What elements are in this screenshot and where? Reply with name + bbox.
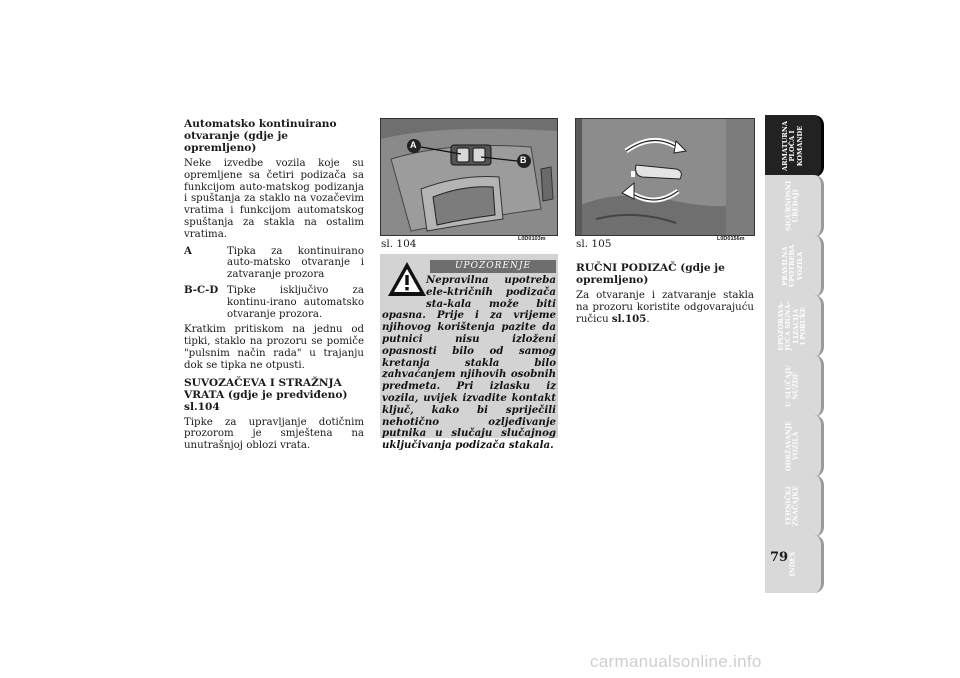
right-text-column xyxy=(576,262,754,325)
warning-text xyxy=(382,275,556,452)
left-text-column xyxy=(184,118,364,457)
tab-odrzavanje-vozila[interactable] xyxy=(765,415,824,477)
warning-title: UPOZORENJE xyxy=(430,260,556,273)
figure-105-image xyxy=(575,118,755,236)
paragraph-pulse-mode: Kratkim pritiskom na jednu od tipki, staklo na prozoru se pomiče "pulsnim način rada" u trajanju dok se tipka ne otpusti. xyxy=(184,324,364,371)
figure-104-caption: sl. 104 xyxy=(381,238,417,250)
tab-label: SIGURNOSNI UREĐAJI xyxy=(784,180,800,232)
tab-label: ARMATURNA PLOČA I KOMANDE xyxy=(780,121,804,171)
page-number: 79 xyxy=(770,550,789,565)
definition-bcd xyxy=(184,285,364,320)
tab-armaturna-ploca[interactable] xyxy=(765,115,824,177)
callout-label-b: B xyxy=(520,155,527,165)
paragraph-intro: Neke izvedbe vozila koje su opremljene sa četiri podizača sa funkcijom auto-matskog podizanja i spuštanja za staklo na vozačevim vratima i funkcijom automatskog spuštanja za stakla na ostalim vratima. xyxy=(184,158,364,240)
figure-104-code: L0D0103m xyxy=(518,236,546,242)
figure-105-caption: sl. 105 xyxy=(576,238,612,250)
heading-passenger-doors: SUVOZAČEVA I STRAŽNJA VRATA (gdje je predviđeno) sl.104 xyxy=(184,376,348,413)
paragraph-manual-lift xyxy=(576,290,754,325)
heading-manual-lift: RUČNI PODIZAČ (gdje je opremljeno) xyxy=(576,262,725,286)
tab-label: U SLUČAJU NUŽDE xyxy=(784,364,800,408)
manual-lift-end: . xyxy=(646,313,650,325)
figure-reference: sl.105 xyxy=(611,312,647,325)
definition-text: Tipke isključivo za kontinu-irano automatsko otvaranje prozora. xyxy=(227,284,364,320)
definition-key: B-C-D xyxy=(184,283,219,296)
callout-label-a: A xyxy=(410,140,417,150)
paragraph-door-trim: Tipke za upravljanje dotičnim prozorom je smještena na unutrašnjoj oblozi vrata. xyxy=(184,416,364,452)
heading-automatic-opening: Automatsko kontinuirano otvaranje (gdje je opremljeno) xyxy=(184,118,337,154)
tab-u-slucaju-nuzde[interactable] xyxy=(765,355,824,417)
warning-body: Nepravilna upotreba ele-ktričnih podizača sta-kala može biti opasna. Prije i za vrijeme njihovog korištenja pazite da putnici nisu izloženi opasnosti bilo od samog kretanja stakla bilo zahvaćanjem njihovih osobnih predmeta. Pri izlasku iz vozila, uvijek izvadite kontakt ključ, kako bi spriječili nehotično ozljeđivanje putnika u slučaju slučajnog uključivanja podizača stakala. xyxy=(382,274,556,452)
tab-tehnicki-znacajke[interactable] xyxy=(765,475,824,537)
definition-text: Tipka za kontinuirano auto-matsko otvaranje i zatvaranje prozora xyxy=(227,245,364,281)
figure-105-code: L0D0156m xyxy=(717,236,745,242)
tab-sigurnosni-uredaji[interactable] xyxy=(765,175,824,237)
figure-104-image xyxy=(380,118,558,236)
manual-lift-text: Za otvaranje i zatvaranje stakla na prozoru koristite odgovarajuću ručicu xyxy=(576,290,754,325)
definition-key: A xyxy=(184,244,192,257)
tab-pravilna-upotreba[interactable] xyxy=(765,235,824,297)
tab-upozoravajuca-signalizacija[interactable] xyxy=(765,295,824,357)
tab-label: UPOZORAVA- JUĆA SIGNA- LIZACIJA I PORUKE xyxy=(777,301,808,351)
watermark: carmanualsonline.info xyxy=(590,652,762,671)
tab-label: PRAVILNA UPOTREBA VOZILA xyxy=(780,244,804,288)
tab-label: ODRŽAVANJE VOZILA xyxy=(784,420,800,472)
tab-label: INDEX xyxy=(788,551,797,577)
tab-label: TEHNIČKI ZNAČAJKE xyxy=(784,485,800,527)
definition-a xyxy=(184,246,364,281)
